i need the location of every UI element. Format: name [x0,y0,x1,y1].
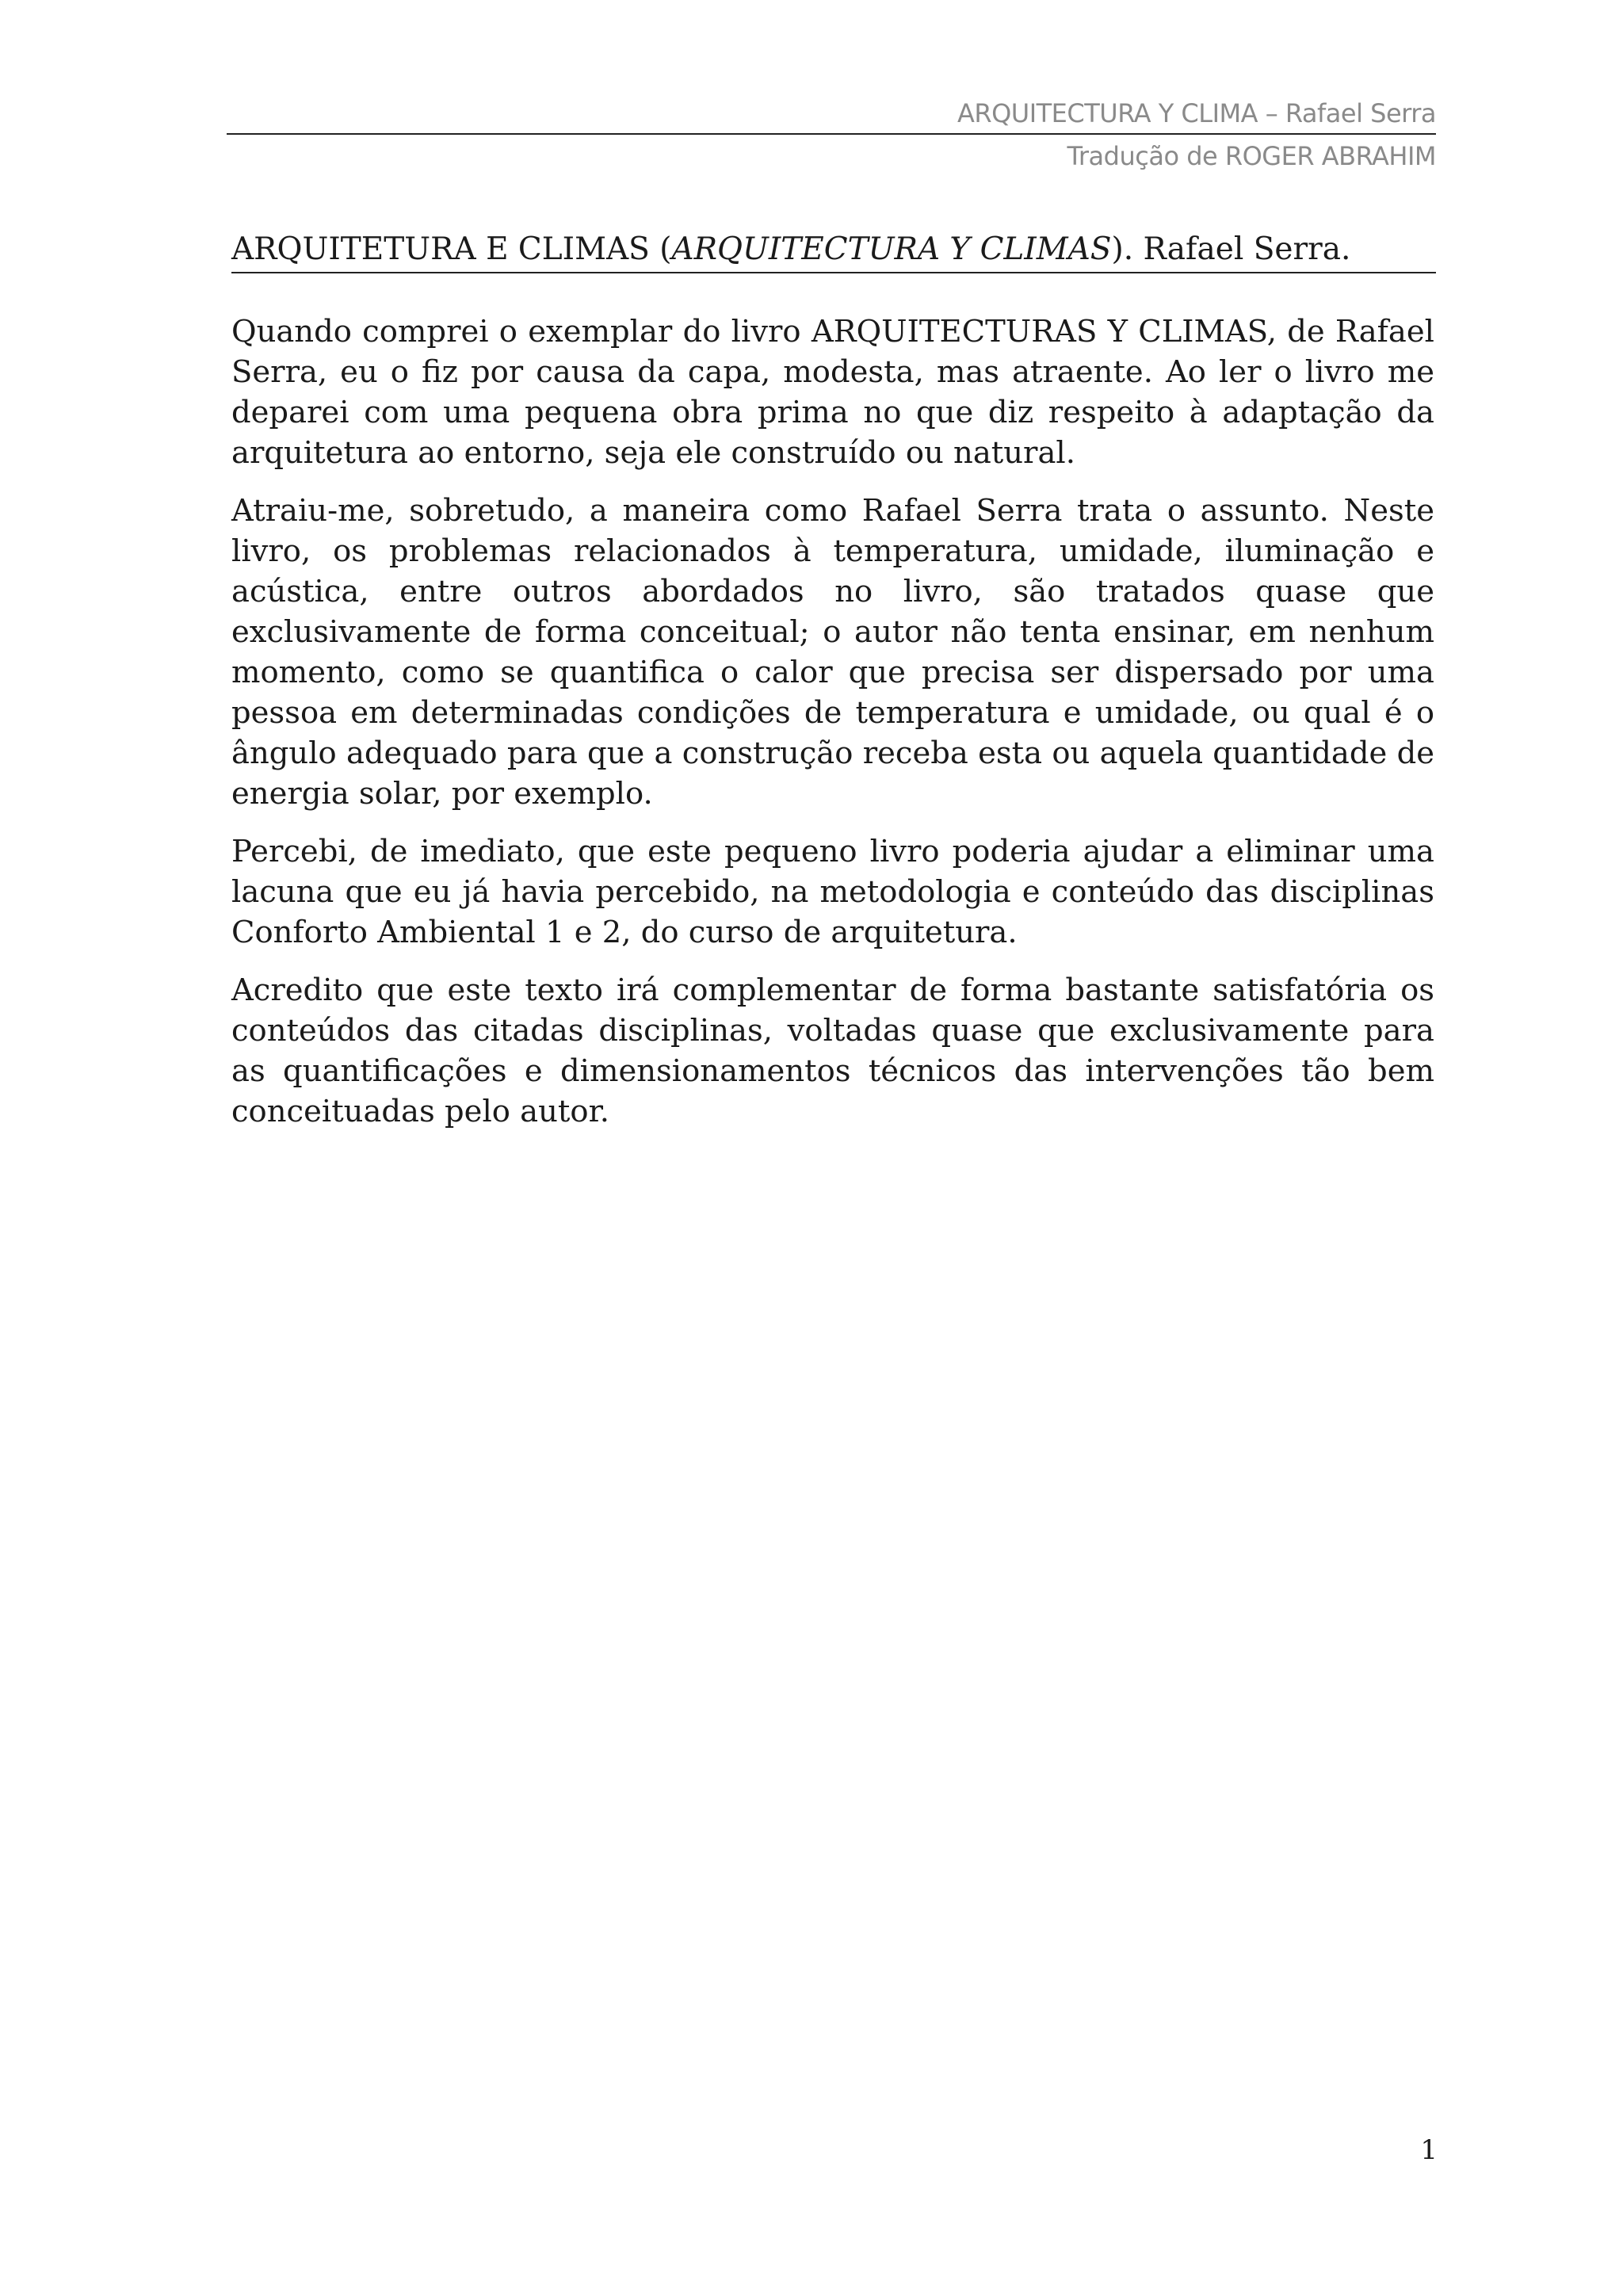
running-header [227,94,1436,176]
paragraph: Quando comprei o exemplar do livro ARQUITECTURAS Y CLIMAS, de Rafael Serra, eu o fiz por causa da capa, modesta, mas atraente. Ao ler o livro me deparei com uma pequena obra prima no que diz respeito à adaptação da arquitetura ao entorno, seja ele construído ou natural. [231,314,1434,471]
paragraph: Acredito que este texto irá complementar de forma bastante satisfatória os conteúdos das citadas disciplinas, voltadas quase que exclusivamente para as quantificações e dimensionamentos técnicos das intervenções tão bem conceituadas pelo autor. [231,972,1434,1129]
title-text: ARQUITETURA E CLIMAS ( [231,231,672,267]
header-translator: Tradução de ROGER ABRAHIM [1067,141,1436,171]
paragraph: Atraiu-me, sobretudo, a maneira como Rafael Serra trata o assunto. Neste livro, os problemas relacionados à temperatura, umidade, iluminação e acústica, entre outros abordados no livro, são tratados quase que exclusivamente de forma conceitual; o autor não tenta ensinar, em nenhum momento, como se quantifica o calor que precisa ser dispersado por uma pessoa em determinadas condições de temperatura e umidade, ou qual é o ângulo adequado para que a construção receba esta ou aquela quantidade de energia solar, por exemplo. [231,493,1434,812]
paragraph: Percebi, de imediato, que este pequeno livro poderia ajudar a eliminar uma lacuna que eu já havia percebido, na metodologia e conteúdo das disciplinas Conforto Ambiental 1 e 2, do curso de arquitetura. [231,834,1434,950]
title-author-text: ). Rafael Serra. [1111,231,1351,267]
header-book-title: ARQUITECTURA Y CLIMA – Rafael Serra [227,94,1436,135]
document-title [231,227,1436,273]
page-number: 1 [1420,2134,1438,2166]
title-italic-text: ARQUITECTURA Y CLIMAS [671,231,1112,267]
body-text [231,311,1434,1149]
